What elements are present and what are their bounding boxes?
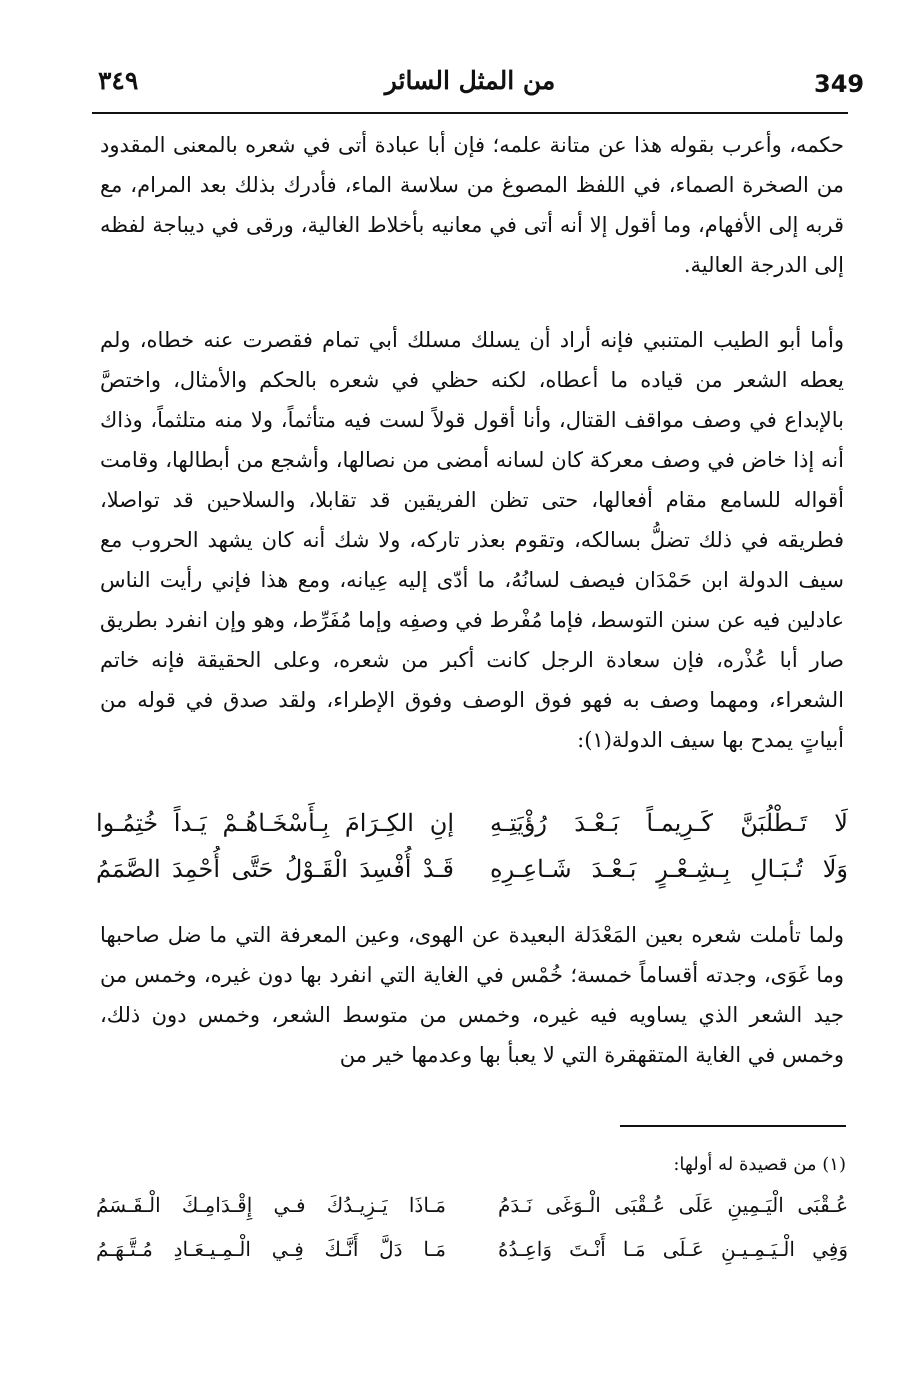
header-divider: [92, 112, 848, 114]
running-title: من المثل السائر: [384, 66, 556, 95]
footnote-second-hemistich: مَـا دَلَّ أَنَّـكَ فِـي الْـمِـيـعَـادِ مُـتَّـهَـمُ: [96, 1237, 446, 1261]
footnote-first-hemistich: عُـقْبَى الْيَـمِينِ عَلَى عُـقْبَى الْـوَغَى نَـدَمُ: [498, 1193, 848, 1217]
footnote-divider: [620, 1125, 846, 1127]
footnote-verse-line: [96, 1227, 848, 1271]
footnote-verses: [96, 1183, 848, 1271]
poem-verses: [96, 800, 848, 892]
footnote-intro: (١) من قصيدة له أولها:: [673, 1154, 846, 1175]
footnote-second-hemistich: مَـاذَا يَـزِيـدُكَ فـي إِقْـدَامِـكَ الْـقَـسَمُ: [96, 1193, 446, 1217]
paragraph-2: وأما أبو الطيب المتنبي فإنه أراد أن يسلك مسلك أبي تمام فقصرت عنه خطاه، ولم يعطه الشعر من قياده ما أعطاه، لكنه حظي في شعره بالحكم والأمثال، واختصَّ بالإبداع في وصف مواقف القتال، وأنا أقول قولاً لست فيه متأثماً، ولا منه متلثماً، وذاك أنه إذا خاض في وصف معركة كان لسانه أمضى من نصالها، وأشجع من أبطالها، وقامت أقواله للسامع مقام أفعالها، حتى تظن الفريقين قد تقابلا، والسلاحين قد تواصلا، فطريقه في ذلك تضلُّ بسالكه، وتقوم بعذر تاركه، ولا شك أنه كان يشهد الحروب مع سيف الدولة ابن حَمْدَان فيصف لسانُهُ، ما أدّى إليه عِيانه، ومع هذا فإني رأيت الناس عادلين فيه عن سنن التوسط، فإما مُفْرط في وصفِه وإما مُفَرِّط، وهو وإن انفرد بطريق صار أبا عُذْره، فإن سعادة الرجل كانت أكبر من شعره، وعلى الحقيقة فإنه خاتم الشعراء، ومهما وصف به فهو فوق الوصف وفوق الإطراء، ولقد صدق في قوله من أبياتٍ يمدح بها سيف الدولة(١):: [100, 328, 844, 752]
page-number-latin: 349: [814, 70, 865, 98]
running-header: [92, 66, 865, 106]
footnote-first-hemistich: وَفِي الْـيَـمِـيـنِ عَـلَى مَـا أَنْـتَ وَاعِـدُهُ: [498, 1237, 848, 1261]
verse-second-hemistich: إنِ الكِـرَامَ بِـأَسْخَـاهُـمْ يَـداً خُتِمُـوا: [96, 809, 454, 837]
paragraph-1: حكمه، وأعرب بقوله هذا عن متانة علمه؛ فإن أبا عبادة أتى في شعره بالمعنى المقدود من الصخرة الصماء، في اللفظ المصوغ من سلاسة الماء، فأدرك بذلك بعد المرام، مع قربه إلى الأفهام، وما أقول إلا أنه أتى في معانيه بأخلاط الغالية، ورقى في ديباجة لفظه إلى الدرجة العالية.: [100, 133, 844, 277]
verse-first-hemistich: وَلَا تُـبَـالِ بِـشِـعْـرٍ بَـعْـدَ شَـاعِـرِهِ: [490, 855, 848, 883]
page-number-arabic: ٣٤٩: [98, 66, 139, 95]
verse-line: [96, 800, 848, 846]
paragraph-3: ولما تأملت شعره بعين المَعْدَلة البعيدة عن الهوى، وعين المعرفة التي ما ضل صاحبها وما غَوَى، وجدته أقساماً خمسة؛ خُمْس في الغاية التي انفرد بها دون غيره، وخمس من جيد الشعر الذي يساويه فيه غيره، وخمس من متوسط الشعر، وخمس دون ذلك، وخمس في الغاية المتقهقرة التي لا يعبأ بها وعدمها خير من: [100, 923, 844, 1067]
verse-line: [96, 846, 848, 892]
verse-first-hemistich: لَا تَـطْلُبَنَّ كَـرِيمـاً بَـعْـدَ رُؤْيَتِـهِ: [490, 809, 848, 837]
footnote-verse-line: [96, 1183, 848, 1227]
verse-second-hemistich: قَـدْ أُفْسِدَ الْقَـوْلُ حَتَّى أُحْمِدَ الصَّمَمُ: [96, 855, 454, 883]
